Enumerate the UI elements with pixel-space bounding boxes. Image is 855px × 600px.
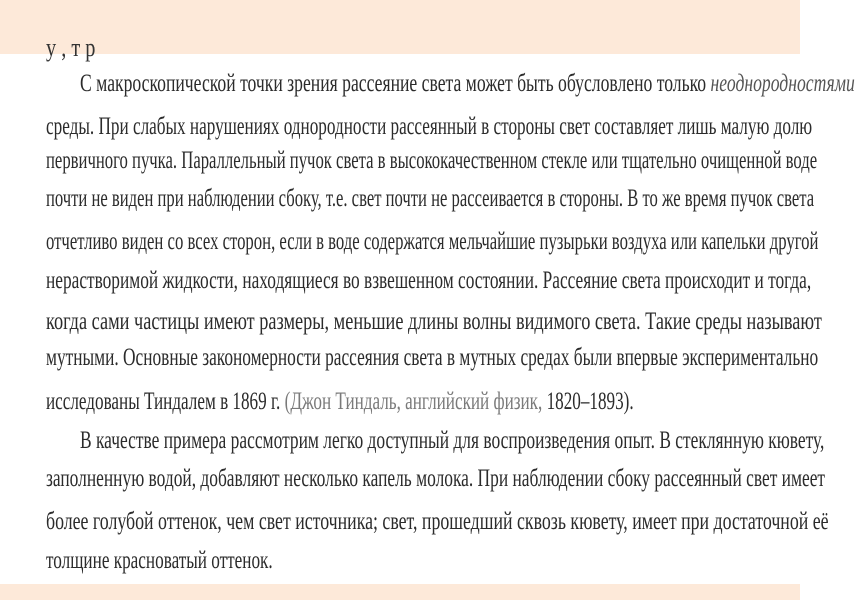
top-decorative-band (0, 0, 800, 54)
paragraph-1-line-2: среды. При слабых нарушениях однородности рассеянный в стороны свет составляет лишь малую долю (46, 113, 813, 140)
author-parenthetical: (Джон Тиндаль, английский физик, (284, 388, 547, 415)
author-years: 1820–1893). (546, 388, 634, 415)
emphasized-term: неоднородностями (710, 70, 855, 97)
paragraph-2-line-2: заполненную водой, добавляют несколько капель молока. При наблюдении сбоку рассеянный свет имеет (46, 465, 826, 492)
paragraph-2-line-3: более голубой оттенок, чем свет источника; свет, прошедший сквозь кювету, имеет при достаточной её (46, 508, 829, 535)
cropped-previous-line (46, 33, 206, 62)
paragraph-2-line-1: В качестве примера рассмотрим легко доступный для воспроизведения опыт. В стеклянную кювету, (80, 427, 825, 454)
paragraph-1-line-8: мутными. Основные закономерности рассеяния света в мутных средах были впервые экспериментально (46, 344, 819, 371)
line-text: С макроскопической точки зрения рассеяние света может быть обусловлено только (80, 70, 711, 97)
paragraph-1-line-4: почти не виден при наблюдении сбоку, т.е. свет почти не рассеивается в стороны. В то же время пучок света (46, 185, 815, 212)
paragraph-1-line-5: отчетливо виден со всех сторон, если в воде содержатся мельчайшие пузырьки воздуха или капельки другой (46, 228, 819, 255)
paragraph-2-line-4: толщине красноватый оттенок. (46, 547, 273, 574)
paragraph-1-line-3: первичного пучка. Параллельный пучок света в высококачественном стекле или тщательно очищенной воде (46, 147, 818, 174)
paragraph-1-line-6: нерастворимой жидкости, находящиеся во взвешенном состоянии. Рассеяние света происходит и тогда, (46, 267, 812, 294)
paragraph-1-line-1 (80, 69, 855, 99)
line-text: исследованы Тиндалем в 1869 г. (46, 388, 285, 415)
paragraph-1-line-7: когда сами частицы имеют размеры, меньшие длины волны видимого света. Такие среды называют (46, 308, 822, 335)
cropped-line-text: у , т р (46, 33, 96, 62)
bottom-decorative-band (0, 584, 800, 600)
paragraph-1-line-9 (46, 387, 731, 417)
